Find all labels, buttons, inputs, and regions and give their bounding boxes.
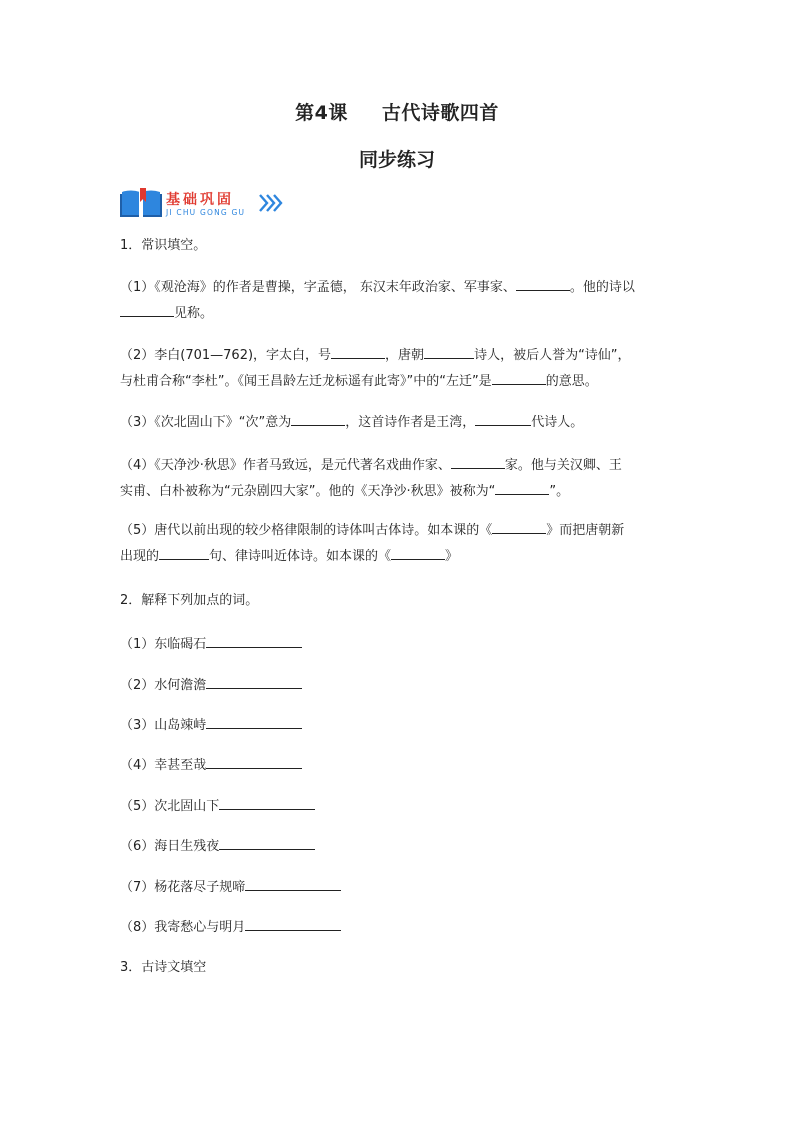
list-item: （6）海日生残夜 [120, 834, 315, 854]
list-item: （4）幸甚至哉 [120, 753, 302, 773]
list-item: （3）山岛竦峙 [120, 713, 302, 733]
answer-blank[interactable] [291, 410, 345, 426]
answer-blank[interactable] [206, 632, 302, 648]
lesson-number: 第4课 [295, 102, 348, 124]
section-label: 基础巩固 [166, 192, 234, 208]
page-subtitle: 同步练习 [358, 149, 435, 171]
list-item: （1）东临碣石 [120, 632, 302, 652]
page-title [0, 98, 794, 125]
answer-blank[interactable] [492, 369, 546, 385]
section-banner [120, 187, 290, 221]
list-item: （8）我寄愁心与明月 [120, 915, 341, 935]
lesson-topic: 古代诗歌四首 [381, 102, 499, 124]
book-icon [120, 188, 162, 218]
list-item: （5）次北固山下 [120, 794, 315, 814]
answer-blank[interactable] [451, 453, 505, 469]
list-item: （2）水何澹澹 [120, 673, 302, 693]
answer-blank[interactable] [159, 544, 209, 560]
question-1-part-4: （4）《天净沙·秋思》作者马致远，是元代著名戏曲作家、 家。他与关汉卿、王 实甫、白朴被称为“元杂剧四大家”。他的《天净沙·秋思》被称为“ ”。 [120, 453, 680, 505]
answer-blank[interactable] [331, 343, 385, 359]
answer-blank[interactable] [424, 343, 474, 359]
question-1-part-2: （2）李白(701—762)，字太白，号 ，唐朝 诗人，被后人誉为“诗仙”， 与杜甫合称“李杜”。《闻王昌龄左迁龙标遥有此寄》”中的“左迁”是 的意思。 [120, 343, 680, 395]
question-1-title: 1．常识填空。 [120, 238, 207, 253]
answer-blank[interactable] [516, 275, 570, 291]
question-1-part-3: （3）《次北固山下》“次”意为 ，这首诗作者是王湾， 代诗人。 [120, 410, 680, 436]
question-1-part-1: （1）《观沧海》的作者是曹操，字孟德， 东汉末年政治家、军事家、 。他的诗以 见称。 [120, 275, 680, 327]
answer-blank[interactable] [475, 410, 531, 426]
answer-blank[interactable] [245, 875, 341, 891]
answer-blank[interactable] [120, 301, 174, 317]
section-pinyin: JI CHU GONG GU [166, 208, 246, 217]
answer-blank[interactable] [206, 753, 302, 769]
question-3-title: 3．古诗文填空 [120, 960, 207, 975]
list-item: （7）杨花落尽子规啼 [120, 875, 341, 895]
question-1-part-5: （5）唐代以前出现的较少格律限制的诗体叫古体诗。如本课的《 》而把唐朝新 出现的 句、律诗叫近体诗。如本课的《 》 [120, 518, 680, 570]
answer-blank[interactable] [206, 713, 302, 729]
answer-blank[interactable] [391, 544, 445, 560]
answer-blank[interactable] [219, 834, 315, 850]
answer-blank[interactable] [495, 479, 549, 495]
answer-blank[interactable] [219, 794, 315, 810]
answer-blank[interactable] [245, 915, 341, 931]
answer-blank[interactable] [206, 673, 302, 689]
chevron-right-icon [259, 193, 285, 213]
question-2-title: 2．解释下列加点的词。 [120, 593, 259, 608]
answer-blank[interactable] [492, 518, 546, 534]
